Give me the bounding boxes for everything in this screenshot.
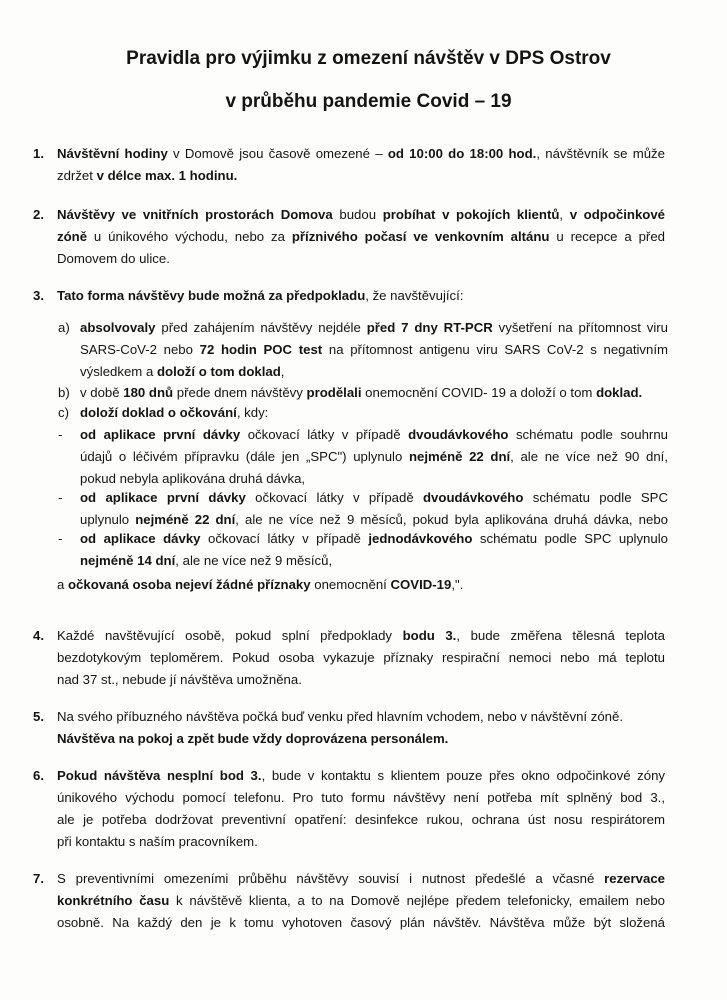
rule-number: 1. — [33, 146, 44, 161]
document-title-line-2: v průběhu pandemie Covid – 19 — [225, 91, 512, 112]
rule-1-line-2: zdržet v délce max. 1 hodinu. — [57, 168, 238, 183]
list-marker: - — [58, 490, 63, 505]
rule-number: 7. — [33, 871, 44, 886]
rule-number: 2. — [33, 207, 44, 222]
rule-1-line-1: Návštěvní hodiny v Domově jsou časově omezené – od 10:00 do 18:00 hod., návštěvník se může — [57, 146, 665, 161]
list-marker: a) — [58, 320, 70, 335]
rule-3-intro: Tato forma návštěvy bude možná za předpokladu, že navštěvující: — [57, 288, 464, 303]
list-marker: - — [58, 531, 63, 546]
rule-number: 6. — [33, 768, 44, 783]
list-marker: c) — [58, 405, 69, 420]
rule-number: 3. — [33, 288, 44, 303]
rule-number: 4. — [33, 628, 44, 643]
document-page: Pravidla pro výjimku z omezení návštěv v DPS Ostrov v průběhu pandemie Covid – 19 1. Návštěvní hodiny v Domově jsou časově omezené – od 10:00 do 18:00 hod., návštěvník se může zdržet v délce max. 1 hodinu. 2. Návštěvy ve vnitřních prostorách Domova budou probíhat v pokojích klientů, v odpočinkové zóně u únikového východu, nebo za příznivého počasí ve venkovním altánu u recepce a před Domovem do ulice. 3. Tato forma návštěvy bude možná za předpokladu, že navštěvující: a) absolvovaly před zahájením návštěvy nejdéle před 7 dny RT-PCR vyšetření na přítomnost viru SARS-CoV-2 nebo 72 hodin POC test na přítomnost antigenu viru SARS CoV-2 s negativním výsledkem a doloží o tom doklad, b) v době 180 dnů přede dnem návštěvy prodělali onemocnění COVID- 19 a doloží o tom doklad. c) doloží doklad o očkování, kdy: - od aplikace první dávky očkovací látky v případě dvoudávkového schématu podle souhrnu údajů o léčivém přípravku (dále jen „SPC") uplynulo nejméně 22 dní, ale ne více než 90 dní, pokud nebyla aplikována druhá dávka, - od aplikace první dávky očkovací látky v případě dvoudávkového schématu podle SPC uplynulo nejméně 22 dní, ale ne více než 9 měsíců, pokud byla aplikována druhá dávka, nebo - od aplikace dávky očkovací látky v případě jednodávkového schématu podle SPC uplynulo nejméně 14 dní, ale ne více než 9 měsíců, a očkovaná osoba nejeví žádné příznaky onemocnění COVID-19,". 4. Každé navštěvující osobě, pokud splní předpoklady bodu 3., bude změřena tělesná teplota bezdotykovým teploměrem. Pokud osoba vykazuje příznaky respirační nemoci nebo má teplotu nad 37 st., nebude jí návštěva umožněna. 5. Na svého příbuzného návštěva počká buď venku před hlavním vchodem, nebo v návštěvní zóně. Návštěva na pokoj a zpět bude vždy doprovázena personálem. 6. Pokud návštěva nesplní bod 3., bude v kontaktu s klientem pouze přes okno odpočinkové zóny únikového východu pomocí telefonu. Pro tuto formu návštěvy není potřeba mít splněný bod 3., ale je potřeba dodržovat preventivní opatření: desinfekce rukou, ochrana úst nosu respirátorem při kontaktu s naším pracovníkem. 7. S preventivními omezeními průběhu návštěvy souvisí i nutnost předešlé a včasné rezervace konkrétního času k návštěvě klienta, a to na Domově nejlépe předem telefonicky, emailem nebo osobně. Na každý den je k tomu vyhotoven časový plán návštěv. Návštěva může být složená — [0, 0, 727, 1000]
rule-number: 5. — [33, 709, 44, 724]
document-title-line-1: Pravidla pro výjimku z omezení návštěv v DPS Ostrov — [126, 48, 611, 69]
rule-2-line-3: Domovem do ulice. — [57, 251, 170, 266]
rule-2-line-2: zóně u únikového východu, nebo za příznivého počasí ve venkovním altánu u recepce a před — [57, 229, 665, 244]
list-marker: b) — [58, 385, 70, 400]
rule-2-line-1: Návštěvy ve vnitřních prostorách Domova budou probíhat v pokojích klientů, v odpočinkové — [57, 207, 666, 222]
list-marker: - — [58, 427, 63, 442]
